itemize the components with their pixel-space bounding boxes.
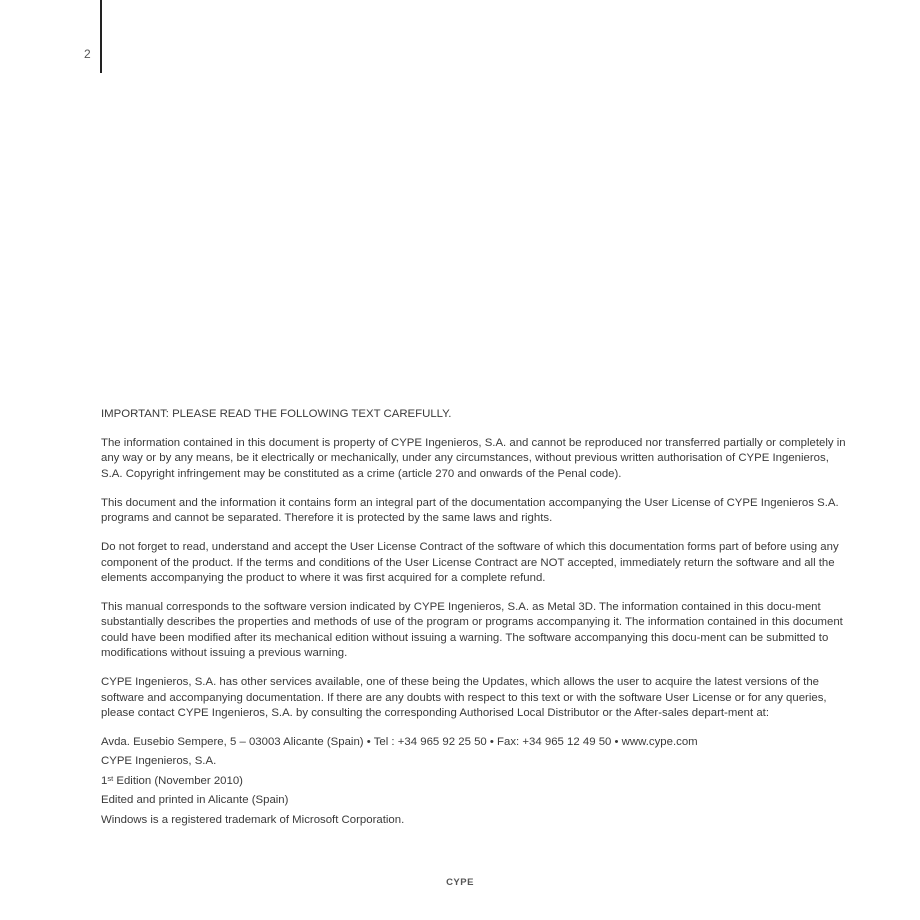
notice-paragraph-version: This manual corresponds to the software version indicated by CYPE Ingenieros, S.A. as Metal 3D. The information contained in this docu-ment substantially describes the properties and methods of use of the program or programs accompanying it. The information contained in this document could have been modified after its mechanical edition without issuing a warning. The software accompanying this docu-ment can be submitted to modifications without issuing a previous warning. bbox=[101, 601, 843, 660]
notice-paragraph-services: CYPE Ingenieros, S.A. has other services available, one of these being the Updates, which allows the user to acquire the latest versions of the software and accompanying documentation. If there are any doubts with respect to this text or with the software User License or for any queries, please contact CYPE Ingenieros, S.A. by consulting the corresponding Authorised Local Distributor or the After-sales depart-ment at: bbox=[101, 676, 827, 720]
notice-paragraph-license: This document and the information it contains form an integral part of the documentation accompanying the User License of CYPE Ingenieros S.A. programs and cannot be separated. Therefore it is protected by the same laws and rights. bbox=[101, 496, 839, 525]
footer-brand: CYPE bbox=[446, 877, 474, 888]
edition-suffix: st bbox=[107, 773, 114, 783]
notice-paragraph-property: The information contained in this document is property of CYPE Ingenieros, S.A. and cannot be reproduced nor transferred partially or completely in any way or by any means, be it electrically or mechanically, under any circumstances, without previous written authorisation of CYPE Ingenieros, S.A. Copyright infringement may be constituted as a crime (article 270 and onwards of the Penal code). bbox=[101, 437, 846, 480]
trademark-notice: Windows is a registered trademark of Microsoft Corporation. bbox=[101, 813, 405, 826]
printed-info: Edited and printed in Alicante (Spain) bbox=[101, 794, 289, 807]
contact-block bbox=[101, 735, 849, 828]
contact-address: Avda. Eusebio Sempere, 5 – 03003 Alicante (Spain) • Tel : +34 965 92 25 50 • Fax: +34 965 12 49 50 • www.cype.com bbox=[101, 736, 698, 749]
edition-text: Edition (November 2010) bbox=[113, 774, 243, 787]
edition-number: 1 bbox=[101, 774, 108, 787]
margin-rule bbox=[100, 0, 102, 73]
page-number: 2 bbox=[84, 47, 91, 61]
contact-company: CYPE Ingenieros, S.A. bbox=[101, 755, 217, 768]
edition-info bbox=[101, 774, 849, 789]
notice-paragraph-contract: Do not forget to read, understand and accept the User License Contract of the software of which this documentation forms part of before using any component of the product. If the terms and conditions of the User License Contract are NOT accepted, immediately return the software and all the elements accompanying the product to where it was first acquired for a complete refund. bbox=[101, 541, 839, 585]
legal-notice bbox=[101, 407, 849, 832]
notice-heading: IMPORTANT: PLEASE READ THE FOLLOWING TEXT CAREFULLY. bbox=[101, 408, 452, 420]
